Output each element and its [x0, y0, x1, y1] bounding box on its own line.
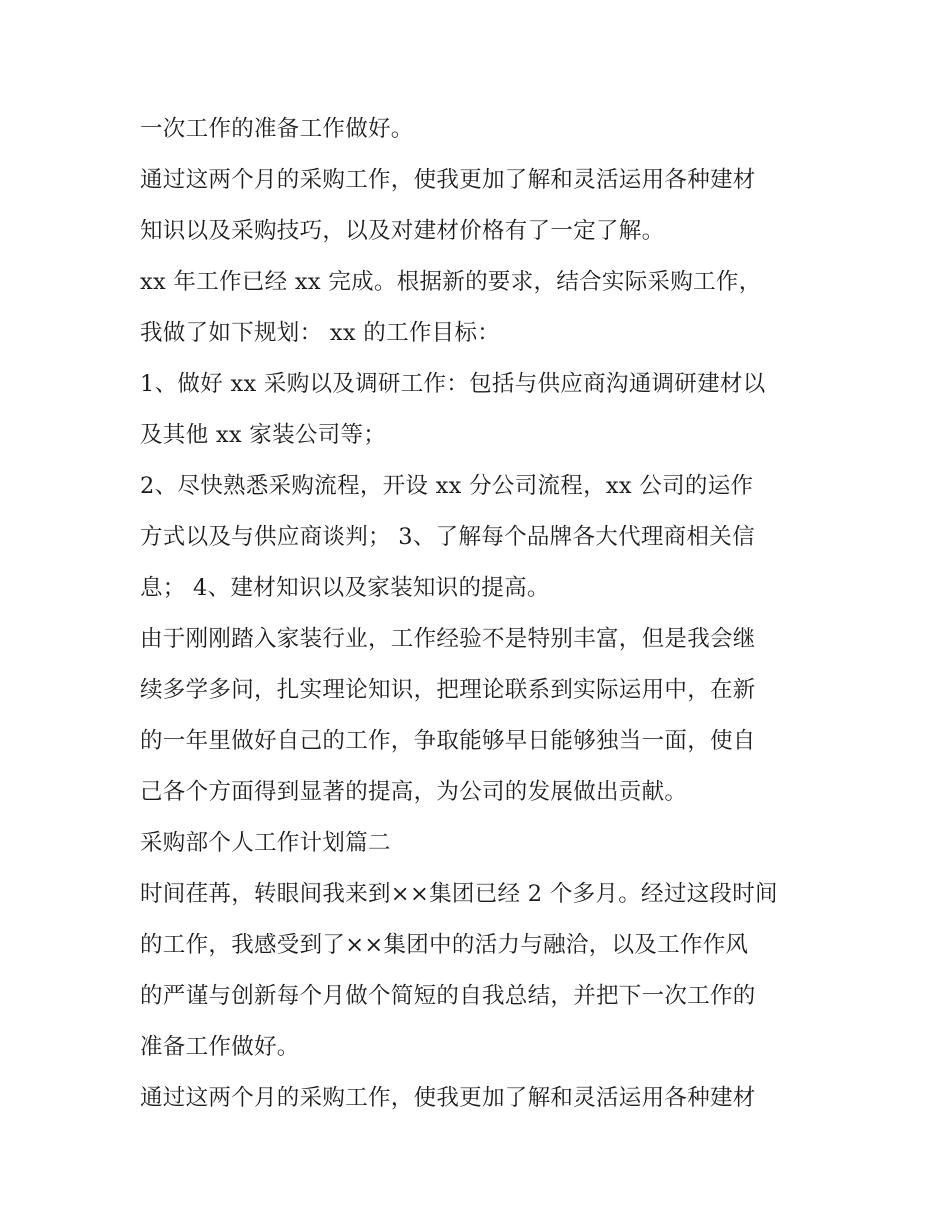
- text-line: 的严谨与创新每个月做个简短的自我总结，并把下一次工作的: [140, 983, 756, 1009]
- text-line: 一次工作的准备工作做好。: [140, 116, 414, 142]
- text-line: 时间荏苒，转眼间我来到××集团已经 2 个多月。经过这段时间: [140, 881, 778, 907]
- text-line: 方式以及与供应商谈判； 3、了解每个品牌各大代理商相关信: [140, 524, 755, 550]
- text-line: 己各个方面得到显著的提高，为公司的发展做出贡献。: [140, 779, 688, 805]
- text-line: 1、做好 xx 采购以及调研工作：包括与供应商沟通调研建材以: [140, 371, 766, 397]
- document-body: [140, 104, 820, 1124]
- text-line: 通过这两个月的采购工作，使我更加了解和灵活运用各种建材: [140, 167, 756, 193]
- text-line: 知识以及采购技巧，以及对建材价格有了一定了解。: [140, 218, 665, 244]
- text-line: 续多学多问，扎实理论知识，把理论联系到实际运用中，在新: [140, 677, 756, 703]
- text-line: 的一年里做好自己的工作，争取能够早日能够独当一面，使自: [140, 728, 756, 754]
- text-line: 息； 4、建材知识以及家装知识的提高。: [140, 575, 550, 601]
- text-line: 的工作，我感受到了××集团中的活力与融洽，以及工作作风: [140, 932, 749, 958]
- text-line: 2、尽快熟悉采购流程，开设 xx 分公司流程，xx 公司的运作: [140, 473, 754, 499]
- text-line: 准备工作做好。: [140, 1034, 300, 1060]
- section-heading: 采购部个人工作计划篇二: [140, 830, 391, 856]
- text-line: 及其他 xx 家装公司等；: [140, 422, 387, 448]
- text-line: 我做了如下规划： xx 的工作目标：: [140, 320, 501, 346]
- text-line: 由于刚刚踏入家装行业，工作经验不是特别丰富，但是我会继: [140, 626, 756, 652]
- text-line: xx 年工作已经 xx 完成。根据新的要求，结合实际采购工作，: [140, 269, 762, 295]
- text-line: 通过这两个月的采购工作，使我更加了解和灵活运用各种建材: [140, 1085, 756, 1111]
